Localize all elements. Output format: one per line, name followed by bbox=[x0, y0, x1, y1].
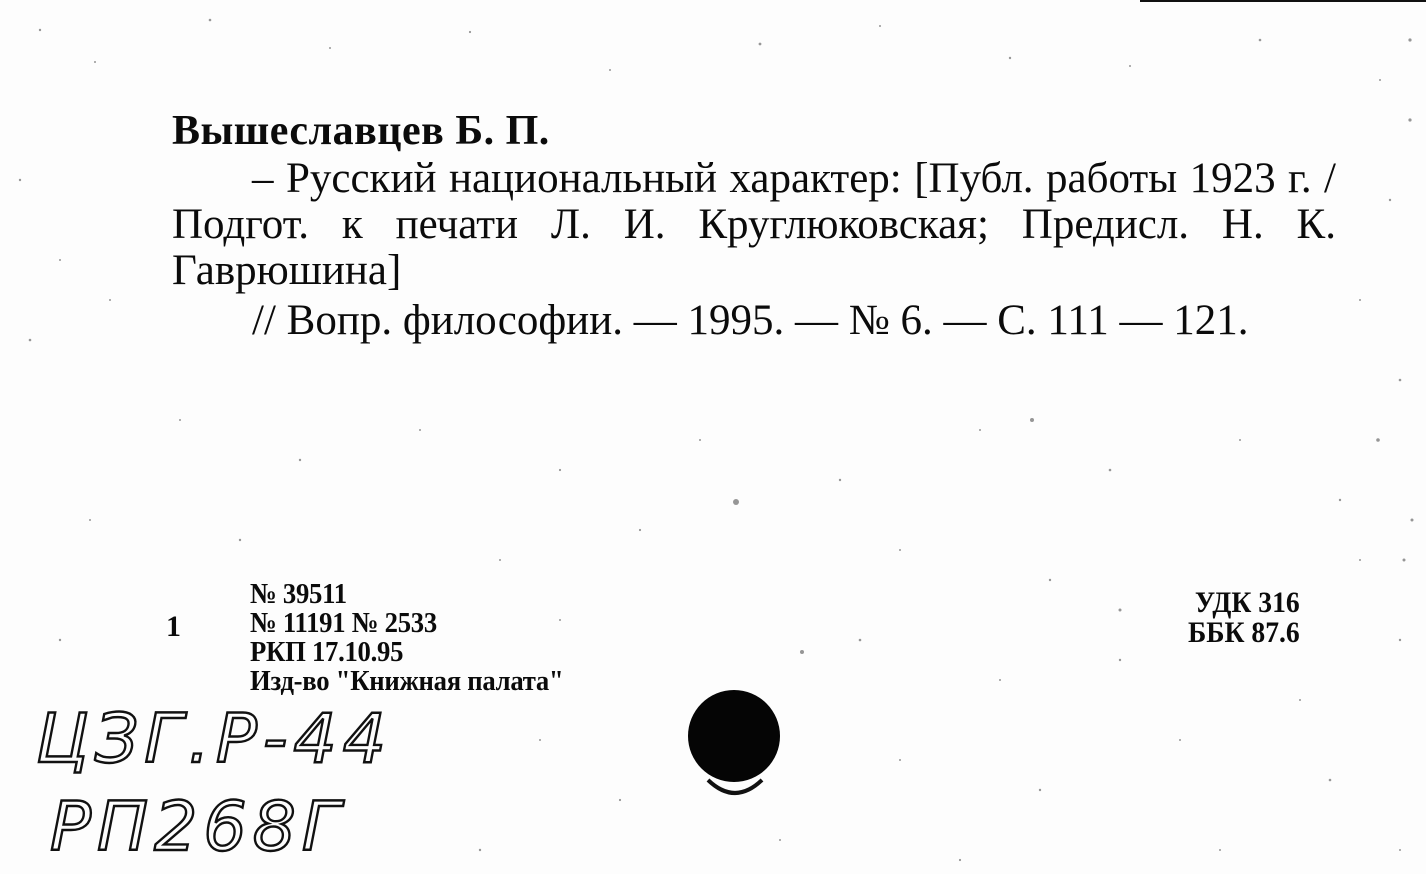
author-heading: Вышеславцев Б. П. bbox=[172, 108, 550, 154]
accession-block bbox=[250, 580, 563, 696]
punch-hole bbox=[688, 690, 780, 782]
bibliographic-entry bbox=[172, 108, 1336, 344]
punch-hole-shadow bbox=[700, 772, 770, 812]
handwritten-shelf-mark bbox=[30, 700, 470, 870]
classification-block bbox=[1188, 588, 1300, 648]
accession-line-3: РКП 17.10.95 bbox=[250, 636, 404, 668]
bbk-code: ББК 87.6 bbox=[1188, 616, 1300, 649]
card-number: 1 bbox=[166, 610, 181, 643]
handwritten-line-2: РП268Г bbox=[50, 788, 346, 867]
title-description: – Русский национальный характер: [Публ. работы 1923 г. / Подгот. к печати Л. И. Круглюковская; Предисл. Н. К. Гаврюшина] bbox=[172, 155, 1336, 294]
source-citation: // Вопр. философии. — 1995. — № 6. — С. 111 — 121. bbox=[252, 297, 1249, 344]
card-edge-line bbox=[1140, 0, 1426, 2]
handwritten-line-1: ЦЗГ.Р-44 bbox=[36, 700, 392, 779]
udk-code: УДК 316 bbox=[1194, 586, 1300, 619]
accession-line-1: № 39511 bbox=[250, 578, 347, 610]
accession-line-2: № 11191 № 2533 bbox=[250, 607, 437, 639]
publisher-line: Изд-во "Книжная палата" bbox=[250, 665, 564, 697]
